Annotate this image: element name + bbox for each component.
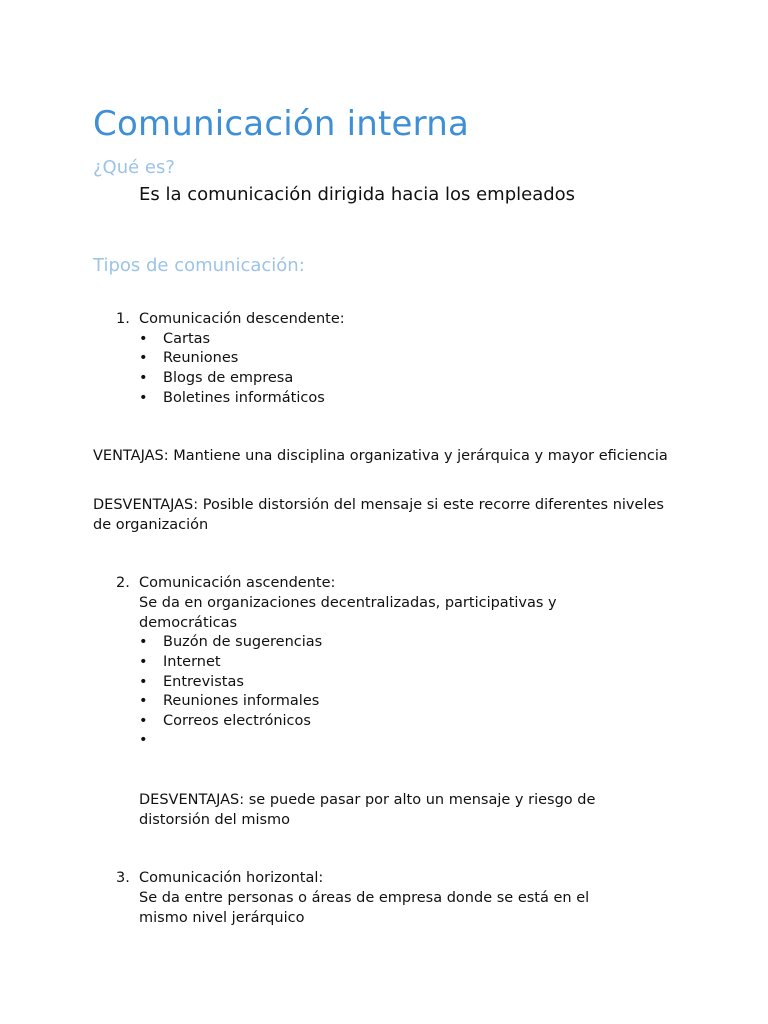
item-number: 3. [116, 870, 130, 886]
bullet-icon: • [139, 350, 148, 367]
numbered-item-label [93, 310, 673, 330]
list-item-label: Reuniones informales [163, 693, 320, 710]
list-item [93, 673, 673, 693]
numbered-item-1 [93, 310, 673, 408]
list-item-label: Correos electrónicos [163, 712, 311, 729]
bullet-icon: • [139, 653, 148, 670]
question-heading: ¿Qué es? [93, 157, 175, 178]
ventajas-paragraph: VENTAJAS: Mantiene una disciplina organizativa y jerárquica y mayor eficiencia [93, 448, 668, 464]
list-item [93, 389, 673, 409]
list-item-label: Boletines informáticos [163, 389, 325, 406]
item-label: Comunicación ascendente: [139, 575, 336, 591]
item-number: 1. [116, 311, 130, 327]
bullet-icon: • [139, 693, 148, 710]
item-description: Se da entre personas o áreas de empresa donde se está en el mismo nivel jerárquico [139, 889, 590, 926]
item-number: 2. [116, 575, 130, 591]
bullet-icon: • [139, 732, 148, 749]
bullet-icon: • [139, 712, 148, 729]
list-item-label: Reuniones [163, 350, 239, 367]
numbered-item-3 [93, 869, 673, 928]
bullet-icon: • [139, 330, 148, 347]
page-title: Comunicación interna [93, 104, 470, 144]
list-item [93, 712, 673, 732]
item-label: Comunicación descendente: [139, 311, 345, 327]
item-label: Comunicación horizontal: [139, 870, 324, 886]
list-item [93, 653, 673, 673]
list-item [93, 349, 673, 369]
list-item-label: Blogs de empresa [163, 369, 294, 386]
list-item-label: Cartas [163, 330, 211, 347]
bullet-icon: • [139, 673, 148, 690]
item-description: Se da en organizaciones decentralizadas, participativas y democráticas [139, 594, 557, 631]
bullet-icon: • [139, 389, 148, 406]
bullet-list-2 [93, 633, 673, 751]
list-item [93, 692, 673, 712]
list-item-label: Buzón de sugerencias [163, 634, 323, 651]
bullet-list-1 [93, 330, 673, 408]
list-item [93, 369, 673, 389]
definition-text: Es la comunicación dirigida hacia los empleados [139, 184, 576, 205]
numbered-item-label [93, 869, 673, 889]
desventajas-paragraph-1: DESVENTAJAS: Posible distorsión del mensaje si este recorre diferentes niveles de organización [93, 497, 664, 533]
list-item [93, 731, 673, 751]
types-heading: Tipos de comunicación: [93, 255, 305, 276]
numbered-item-label [93, 574, 673, 594]
numbered-item-2 [93, 574, 673, 751]
list-item-label: Entrevistas [163, 673, 244, 690]
desventajas-paragraph-2: DESVENTAJAS: se puede pasar por alto un mensaje y riesgo de distorsión del mismo [139, 792, 596, 828]
list-item [93, 633, 673, 653]
bullet-icon: • [139, 369, 148, 386]
list-item [93, 330, 673, 350]
bullet-icon: • [139, 634, 148, 651]
list-item-label: Internet [163, 653, 221, 670]
